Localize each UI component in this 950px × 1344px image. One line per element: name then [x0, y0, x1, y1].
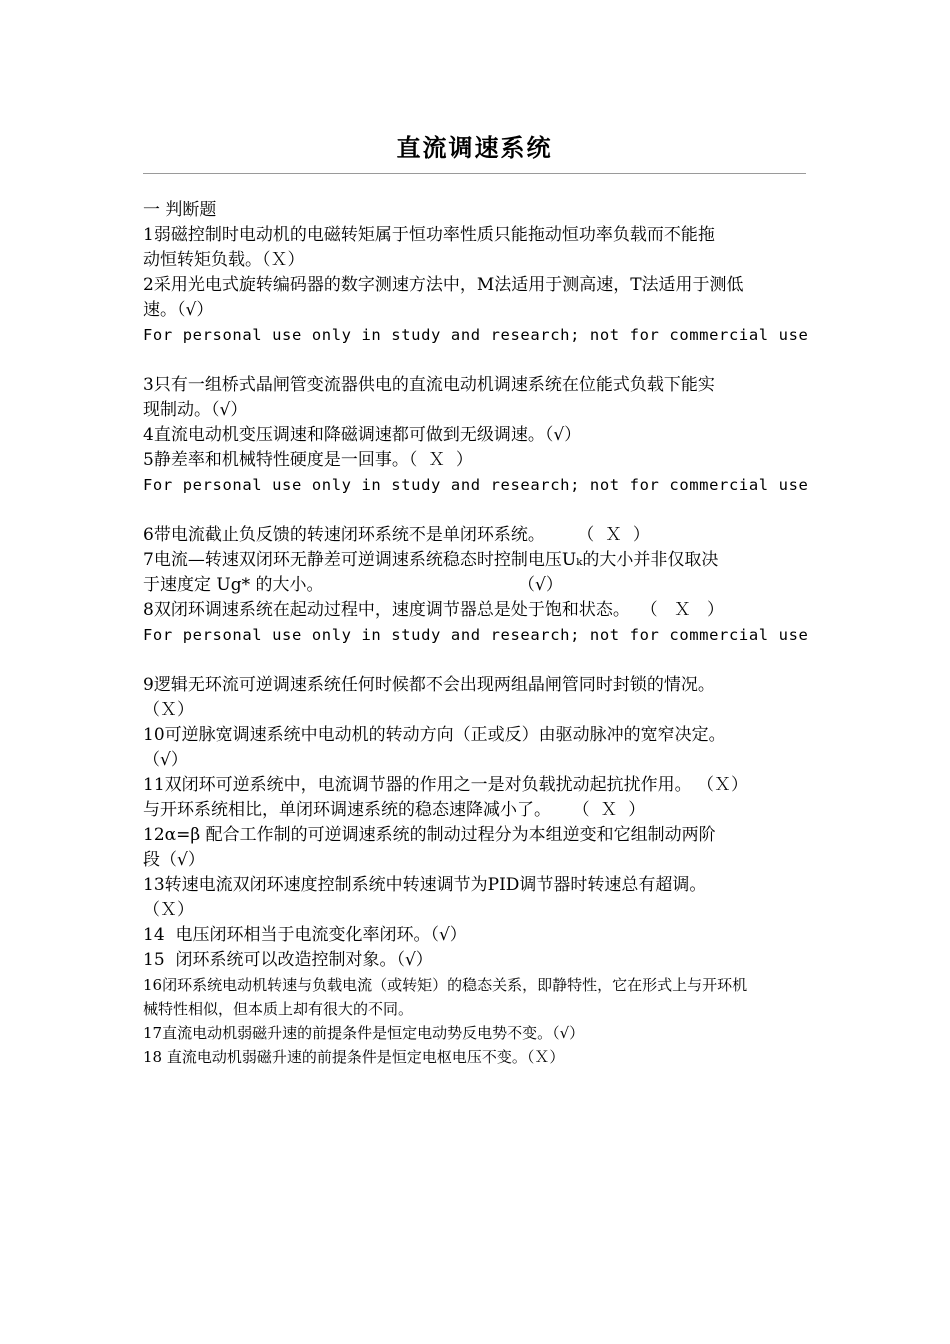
- page-title: 直流调速系统: [396, 133, 553, 162]
- question-line: 1弱磁控制时电动机的电磁转矩属于恒功率性质只能拖动恒功率负载而不能拖: [143, 225, 715, 245]
- question-line: 速。（√）: [143, 300, 214, 320]
- blank-line: [143, 348, 808, 373]
- question-line: 9逻辑无环流可逆调速系统任何时候都不会出现两组晶闸管同时封锁的情况。: [143, 675, 715, 695]
- question-line: 4直流电动机变压调速和降磁调速都可做到无级调速。（√）: [143, 425, 582, 445]
- question-line: 12α=β 配合工作制的可逆调速系统的制动过程分为本组逆变和它组制动两阶: [143, 825, 716, 845]
- question-line: 5静差率和机械特性硬度是一回事。（ Ｘ ）: [143, 450, 473, 470]
- question-line: 3只有一组桥式晶闸管变流器供电的直流电动机调速系统在位能式负载下能实: [143, 375, 715, 395]
- question-line: 6带电流截止负反馈的转速闭环系统不是单闭环系统。 （ Ｘ ）: [143, 525, 650, 545]
- disclaimer-line: For personal use only in study and research; not for commercial use: [143, 476, 809, 494]
- document-body: [143, 198, 808, 1069]
- question-line: 与开环系统相比，单闭环调速系统的稳态速降减小了。 （ Ｘ ）: [143, 800, 646, 820]
- question-line: 11双闭环可逆系统中，电流调节器的作用之一是对负载扰动起抗扰作用。 （Ｘ）: [143, 775, 749, 795]
- question-line: 15 闭环系统可以改造控制对象。（√）: [143, 950, 433, 970]
- question-line: 16闭环系统电动机转速与负载电流（或转矩）的稳态关系，即静特性，它在形式上与开环机: [143, 976, 748, 994]
- question-line: 14 电压闭环相当于电流变化率闭环。（√）: [143, 925, 467, 945]
- section-heading: 一 判断题: [143, 200, 217, 220]
- title-divider: [143, 173, 806, 174]
- question-line: 18 直流电动机弱磁升速的前提条件是恒定电枢电压不变。（Ｘ）: [143, 1048, 565, 1066]
- blank-line: [143, 648, 808, 673]
- disclaimer-line: For personal use only in study and research; not for commercial use: [143, 326, 809, 344]
- question-line: 械特性相似，但本质上却有很大的不同。: [143, 1000, 414, 1018]
- question-line: 于速度定 Ug* 的大小。 （√）: [143, 575, 563, 595]
- question-line: （√）: [143, 750, 188, 770]
- question-line: 段（√）: [143, 850, 205, 870]
- question-line: 动恒转矩负载。（Ｘ）: [143, 250, 305, 270]
- question-line: 13转速电流双闭环速度控制系统中转速调节为PID调节器时转速总有超调。: [143, 875, 707, 895]
- question-line: 8双闭环调速系统在起动过程中，速度调节器总是处于饱和状态。 （ Ｘ ）: [143, 600, 725, 620]
- question-line: 10可逆脉宽调速系统中电动机的转动方向（正或反）由驱动脉冲的宽窄决定。: [143, 725, 726, 745]
- question-line: （Ｘ）: [143, 900, 194, 920]
- question-line: 17直流电动机弱磁升速的前提条件是恒定电动势反电势不变。（√）: [143, 1024, 585, 1042]
- disclaimer-line: For personal use only in study and research; not for commercial use: [143, 626, 809, 644]
- question-line: （Ｘ）: [143, 700, 194, 720]
- question-line: 2采用光电式旋转编码器的数字测速方法中，M法适用于测高速，T法适用于测低: [143, 275, 744, 295]
- question-line: 7电流—转速双闭环无静差可逆调速系统稳态时控制电压Uₖ的大小并非仅取决: [143, 550, 719, 570]
- question-line: 现制动。（√）: [143, 400, 248, 420]
- blank-line: [143, 498, 808, 523]
